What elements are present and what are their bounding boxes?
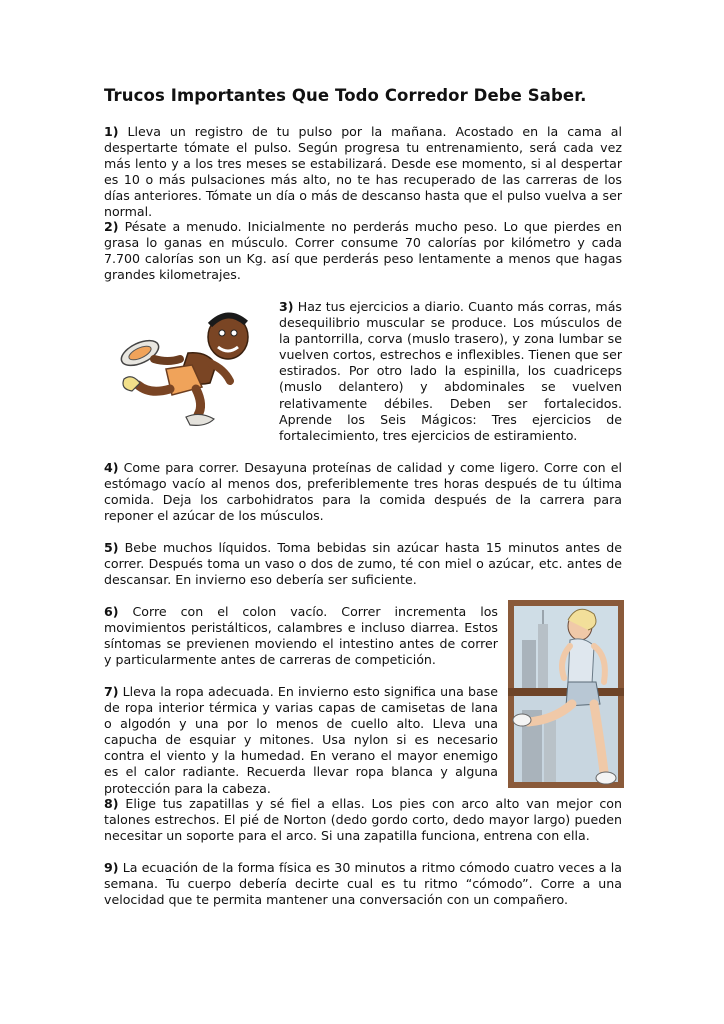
tip-text: Come para correr. Desayuna proteínas de calidad y come ligero. Corre con el estómago vacío al menos dos, preferiblemente tres horas después de tu última comida. Deja los carbohidratos para la comida después de la carrera para reponer el azúcar de los músculos. bbox=[104, 460, 622, 524]
tip-number: 9) bbox=[104, 860, 119, 875]
tip-number: 7) bbox=[104, 684, 119, 699]
woman-stretching-window-illustration bbox=[508, 600, 624, 788]
tip-1 bbox=[104, 124, 622, 221]
tip-text: Corre con el colon vacío. Correr incrementa los movimientos peristálticos, calambres e incluso diarrea. Estos síntomas se previenen moviendo el intestino antes de correr y particularmente antes de carreras de competición. bbox=[104, 604, 498, 668]
tip-number: 5) bbox=[104, 540, 119, 555]
tip-text: Elige tus zapatillas y sé fiel a ellas. Los pies con arco alto van mejor con talones estrechos. El pié de Norton (dedo gordo corto, dedo mayor largo) pueden necesitar un soporte para el arco. Si una zapatilla funciona, entrena con ella. bbox=[104, 796, 622, 844]
tip-7 bbox=[104, 684, 498, 797]
cartoon-runner-illustration bbox=[110, 303, 262, 431]
tip-text: Pésate a menudo. Inicialmente no perderás mucho peso. Lo que pierdes en grasa lo ganas en músculo. Correr consume 70 calorías por kilómetro y cada 7.700 calorías son un Kg. así que perderás peso lentamente a menos que hagas grandes kilometrajes. bbox=[104, 219, 622, 283]
page-title: Trucos Importantes Que Todo Corredor Debe Saber. bbox=[104, 86, 587, 105]
tip-9 bbox=[104, 860, 622, 908]
tip-2 bbox=[104, 219, 622, 283]
tip-5 bbox=[104, 540, 622, 588]
tip-number: 2) bbox=[104, 219, 119, 234]
tip-text: Lleva un registro de tu pulso por la mañana. Acostado en la cama al despertarte tómate el pulso. Según progresa tu entrenamiento, será cada vez más lento y a los tres meses se estabilizará. Desde ese momento, si al despertar es 10 o más pulsaciones más alto, no te has recuperado de las carreras de los días anteriores. Tómate un día o más de descanso hasta que el pulso vuelva a ser normal. bbox=[104, 124, 622, 220]
tip-3 bbox=[279, 299, 622, 444]
tip-6 bbox=[104, 604, 498, 668]
tip-number: 4) bbox=[104, 460, 119, 475]
tip-text: Haz tus ejercicios a diario. Cuanto más corras, más desequilibrio muscular se produce. Los músculos de la pantorrilla, corva (muslo trasero), y zona lumbar se vuelven cortos, estrechos e inflexibles. Tienen que ser estirados. Por otro lado la espinilla, los cuadriceps (muslo delantero) y abdominales se vuelven relativamente débiles. Deben ser fortalecidos. Aprende los Seis Mágicos: Tres ejercicios de fortalecimiento, tres ejercicios de estiramiento. bbox=[279, 299, 622, 443]
tip-number: 3) bbox=[279, 299, 294, 314]
tip-4 bbox=[104, 460, 622, 524]
tip-number: 8) bbox=[104, 796, 119, 811]
tip-text: Bebe muchos líquidos. Toma bebidas sin azúcar hasta 15 minutos antes de correr. Después toma un vaso o dos de zumo, té con miel o azúcar, etc. antes de descansar. En invierno eso debería ser suficiente. bbox=[104, 540, 622, 588]
tip-number: 1) bbox=[104, 124, 119, 139]
tip-text: Lleva la ropa adecuada. En invierno esto significa una base de ropa interior térmica y varias capas de camisetas de lana o algodón y una por lo menos de cuello alto. Lleva una capucha de esquiar y mitones. Usa nylon si es necesario contra el viento y la humedad. En verano el mayor enemigo es el calor radiante. Recuerda llevar ropa blanca y alguna protección para la cabeza. bbox=[104, 684, 498, 796]
tip-number: 6) bbox=[104, 604, 119, 619]
tip-8 bbox=[104, 796, 622, 844]
tip-text: La ecuación de la forma física es 30 minutos a ritmo cómodo cuatro veces a la semana. Tu cuerpo debería decirte cual es tu ritmo “cómodo”. Corre a una velocidad que te permita mantener una conversación con un compañero. bbox=[104, 860, 622, 908]
